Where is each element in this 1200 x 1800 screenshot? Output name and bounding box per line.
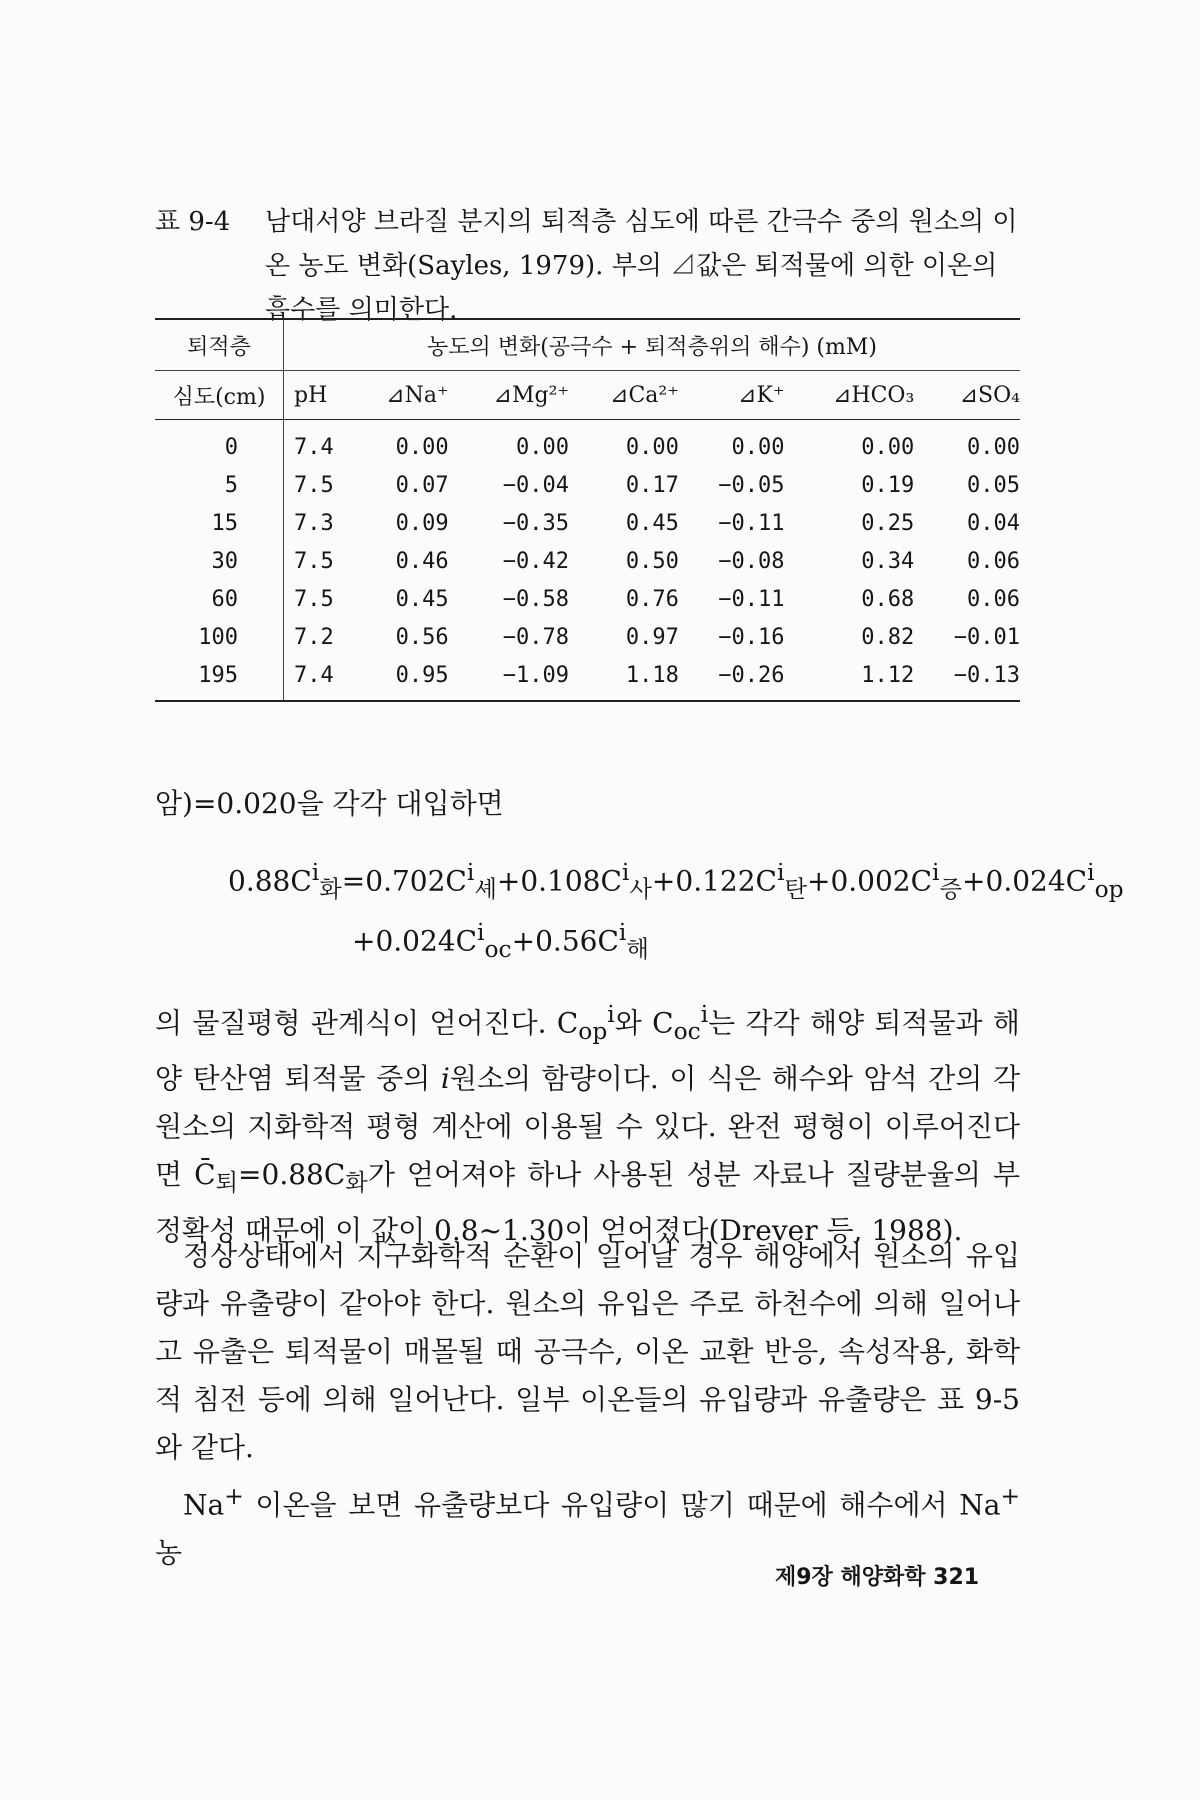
value-cell: −0.01 <box>953 624 1020 650</box>
value-cell: 7.5 <box>294 472 334 498</box>
value-cell: 0.00 <box>516 434 570 460</box>
value-cell: 7.2 <box>294 624 334 650</box>
value-cell: 0.56 <box>395 624 449 650</box>
value-cell: −0.42 <box>502 548 570 574</box>
column-header: ⊿K⁺ <box>679 371 785 420</box>
value-cell: 0.00 <box>395 434 449 460</box>
paragraph-2: 정상상태에서 지구화학적 순환이 일어날 경우 해양에서 원소의 유입량과 유출량이 같아야 한다. 원소의 유입은 주로 하천수에 의해 일어나고 유출은 퇴적물이 매몰될 때 공극수, 이온 교환 반응, 속성작용, 화학적 침전 등에 의해 일어난다. 일부 이온들의 유입량과 유출량은 표 9-5와 같다. <box>155 1239 1020 1464</box>
value-cell: 0.97 <box>625 624 679 650</box>
value-cell: 7.4 <box>294 434 334 460</box>
value-cell: 0.17 <box>625 472 679 498</box>
value-cell: −0.05 <box>718 472 785 498</box>
depth-cell: 0 <box>155 420 284 467</box>
table-caption-text: 남대서양 브라질 분지의 퇴적층 심도에 따른 간극수 중의 원소의 이온 농도 변화(Sayles, 1979). 부의 ⊿값은 퇴적물에 의한 이온의 흡수를 의미한다. <box>265 207 1018 325</box>
value-cell: 0.45 <box>625 510 679 536</box>
depth-cell: 195 <box>155 656 284 701</box>
value-cell: −0.78 <box>502 624 570 650</box>
value-cell: 1.18 <box>569 656 679 701</box>
depth-header-bottom: 심도(cm) <box>155 371 284 420</box>
table-row <box>155 542 1020 580</box>
value-cell: −0.13 <box>914 656 1020 701</box>
page-footer: 제9장 해양화학 321 <box>775 1565 980 1590</box>
value-cell: 7.3 <box>294 510 334 536</box>
value-cell: 0.04 <box>967 510 1020 536</box>
value-cell: 0.82 <box>861 624 915 650</box>
depth-cell: 5 <box>155 466 284 504</box>
value-cell: 0.19 <box>861 472 915 498</box>
table-row <box>155 656 1020 701</box>
table-row <box>155 580 1020 618</box>
table-row <box>155 420 1020 467</box>
value-cell: 0.95 <box>349 656 449 701</box>
value-cell: 0.09 <box>395 510 449 536</box>
value-cell: 0.07 <box>395 472 449 498</box>
value-cell: −0.58 <box>502 586 570 612</box>
paragraph-3: Na+ 이온을 보면 유출량보다 유입량이 많기 때문에 해수에서 Na+ 농 <box>155 1482 1020 1570</box>
column-header: ⊿Ca²⁺ <box>569 371 679 420</box>
column-header: ⊿SO₄ <box>914 371 1020 420</box>
table-number: 표 9-4 <box>155 207 231 237</box>
value-cell: 0.00 <box>967 434 1020 460</box>
paragraph-1: 의 물질평형 관계식이 얻어진다. $C_{op}^i$와 $C_{oc}^i$는 각각 해양 퇴적물과 해양 탄산염 퇴적물 중의 i원소의 함량이다. 이 식은 해수와 암석 간의 각 원소의 지화학적 평형 계산에 이용될 수 있다. 완전 평형이 이루어진다면 $C̄_퇴=0.88C_화$가 얻어져야 하나 사용된 성분 자료나 질량분율의 부정확성 때문에 이 값이 0.8~1.30이 얻어졌다(Drever 등, 1988). <box>155 1000 1020 1247</box>
value-cell: 0.00 <box>731 434 785 460</box>
column-header: ⊿Na⁺ <box>349 371 449 420</box>
value-cell: −1.09 <box>449 656 569 701</box>
value-cell: −0.04 <box>502 472 570 498</box>
table-row <box>155 618 1020 656</box>
value-cell: 0.46 <box>395 548 449 574</box>
value-cell: 0.05 <box>967 472 1020 498</box>
data-table <box>155 318 1020 702</box>
column-header: ⊿Mg²⁺ <box>449 371 569 420</box>
value-cell: 0.06 <box>967 548 1020 574</box>
depth-header-top: 퇴적층 <box>155 319 284 371</box>
table-caption <box>155 200 1020 325</box>
column-header: pH <box>284 371 350 420</box>
value-cell: −0.08 <box>718 548 785 574</box>
value-cell: 0.25 <box>861 510 915 536</box>
depth-cell: 60 <box>155 580 284 618</box>
value-cell: 7.4 <box>284 656 350 701</box>
value-cell: 0.00 <box>625 434 679 460</box>
value-cell: −0.11 <box>718 510 785 536</box>
value-cell: 7.5 <box>294 586 334 612</box>
equation-line-1: $0.88C^i_화=0.702C^i_셰+0.108C^i_사+0.122C^i_탄+0.002C^i_증+0.024C^i_{op}$ <box>228 858 1124 903</box>
equation-line-2: $+0.024C^i_{oc}+0.56C^i_해$ <box>352 918 649 963</box>
value-cell: 0.76 <box>625 586 679 612</box>
value-cell: −0.16 <box>718 624 785 650</box>
value-cell: 0.68 <box>861 586 915 612</box>
intro-line: 암)=0.020을 각각 대입하면 <box>155 787 504 820</box>
value-cell: 0.45 <box>395 586 449 612</box>
value-cell: 0.50 <box>625 548 679 574</box>
depth-cell: 15 <box>155 504 284 542</box>
value-cell: −0.26 <box>679 656 785 701</box>
table-row <box>155 504 1020 542</box>
value-cell: 0.06 <box>967 586 1020 612</box>
value-cell: 0.34 <box>861 548 915 574</box>
value-cell: −0.35 <box>502 510 570 536</box>
value-cell: 7.5 <box>294 548 334 574</box>
depth-cell: 30 <box>155 542 284 580</box>
table-row <box>155 466 1020 504</box>
column-header: ⊿HCO₃ <box>785 371 915 420</box>
concentration-group-header: 농도의 변화(공극수 + 퇴적층위의 해수) (mM) <box>284 319 1021 371</box>
value-cell: 1.12 <box>785 656 915 701</box>
value-cell: −0.11 <box>718 586 785 612</box>
value-cell: 0.00 <box>861 434 915 460</box>
depth-cell: 100 <box>155 618 284 656</box>
